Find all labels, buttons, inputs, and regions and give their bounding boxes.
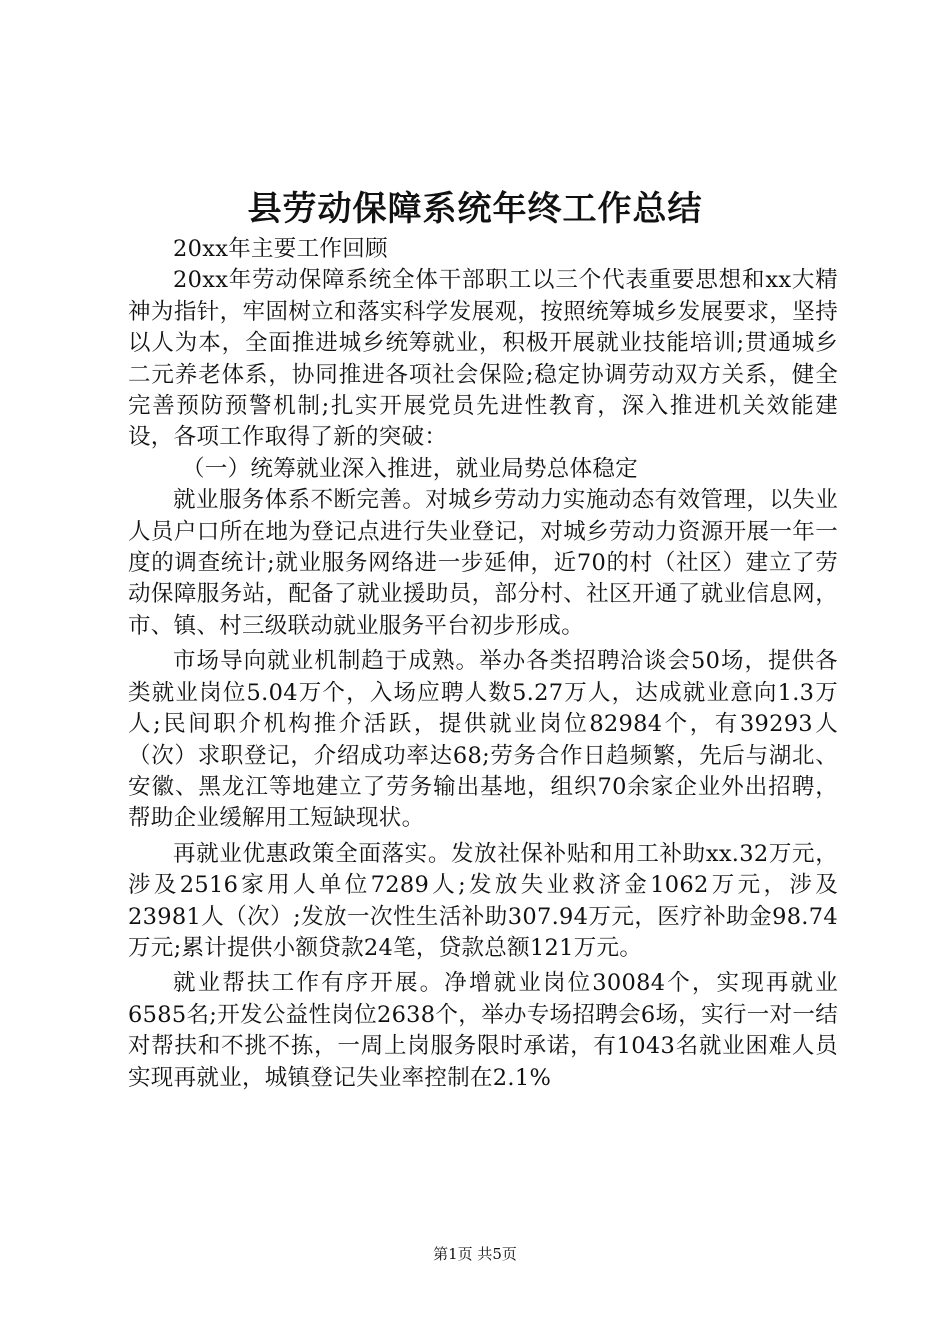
paragraph-employment-assistance: 就业帮扶工作有序开展。净增就业岗位30084个，实现再就业6585名;开发公益性岗位2638个，举办专场招聘会6场，实行一对一结对帮扶和不挑不拣，一周上岗服务限时承诺，有1043名就业困难人员实现再就业，城镇登记失业率控制在2.1% [128,970,838,1091]
section-heading-review: 20xx年主要工作回顾 [173,236,388,262]
document-body [128,234,838,1094]
paragraph-market-mechanism: 市场导向就业机制趋于成熟。举办各类招聘洽谈会50场，提供各类就业岗位5.04万个，入场应聘人数5.27万人，达成就业意向1.3万人;民间职介机构推介活跃，提供就业岗位82984个，有39293人（次）求职登记，介绍成功率达68;劳务合作日趋频繁，先后与湖北、安徽、黑龙江等地建立了劳务输出基地，组织70余家企业外出招聘，帮助企业缓解用工短缺现状。 [128,648,838,832]
paragraph-intro: 20xx年劳动保障系统全体干部职工以三个代表重要思想和xx大精神为指针，牢固树立和落实科学发展观，按照统筹城乡发展要求，坚持以人为本，全面推进城乡统筹就业，积极开展就业技能培训;贯通城乡二元养老体系，协同推进各项社会保险;稳定协调劳动双方关系，健全完善预防预警机制;扎实开展党员先进性教育，深入推进机关效能建设，各项工作取得了新的突破： [128,267,838,451]
paragraph-service-system: 就业服务体系不断完善。对城乡劳动力实施动态有效管理，以失业人员户口所在地为登记点进行失业登记，对城乡劳动力资源开展一年一度的调查统计;就业服务网络进一步延伸，近70的村（社区）建立了劳动保障服务站，配备了就业援助员，部分村、社区开通了就业信息网，市、镇、村三级联动就业服务平台初步形成。 [128,487,838,639]
document-title: 县劳动保障系统年终工作总结 [247,189,703,229]
page-number: 第1页 共5页 [433,1245,517,1263]
paragraph-reemployment-policy: 再就业优惠政策全面落实。发放社保补贴和用工补助xx.32万元，涉及2516家用人单位7289人;发放失业救济金1062万元，涉及23981人（次）;发放一次性生活补助307.94万元，医疗补助金98.74万元;累计提供小额贷款24笔，贷款总额121万元。 [128,840,838,961]
section-heading-employment: （一）统筹就业深入推进，就业局势总体稳定 [182,455,639,482]
